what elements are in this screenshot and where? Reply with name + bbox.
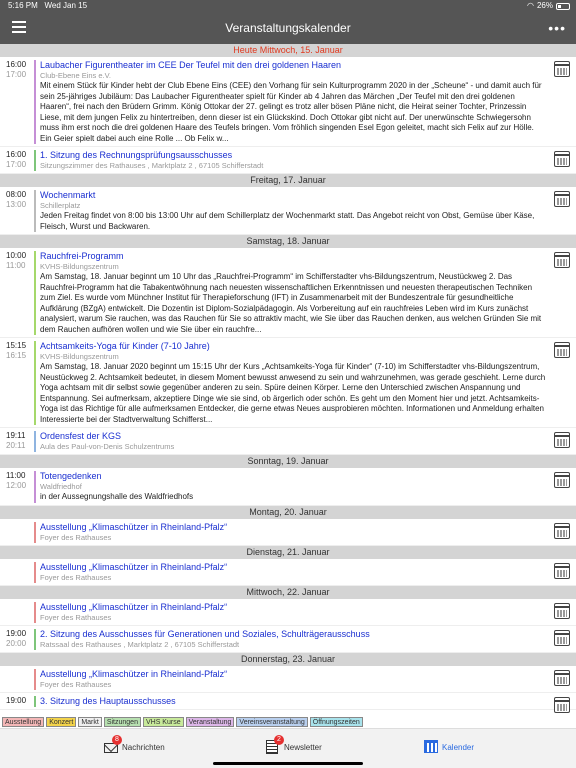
event-description: Mit einem Stück für Kinder hebt der Club Ebene Eins (CEE) den Vorhang für sein Kulturprogramm 2020 in der „Scheune“ - und damit auch für sein 25-jähriges Jubiläum: Das Laubacher Figurentheater spielt für Kinder ab 4 Jahren das Märchen „Der Teufel mit den drei goldenen Haaren“, frei nach den Brüdern Grimm. König Ottokar der 27. gelingt es trotz aller bösen Pläne nicht, die Heirat seiner Tochter, Prinzessin Liese, mit dem jungen Felix zu hintertreiben, denn dieser ist ein Glückskind. Doch Ottokar gibt nicht auf. Der unerwünschte Schwiegersohn muss ihm erst noch die drei goldenen Haare des Teufels bringen. Vom fröhlich singenden Esel Egon geleitet, macht sich Felix auf zur Hölle. Ein Geier spielt dabei auch eine Rolle ... Ob Felix w... xyxy=(40,81,542,143)
event-body xyxy=(34,669,546,690)
event-title[interactable]: Achtsamkeits-Yoga für Kinder (7-10 Jahre) xyxy=(40,341,210,351)
event-location: Ratssaal des Rathauses , Marktplatz 2 , 67105 Schifferstadt xyxy=(40,639,240,649)
event-body xyxy=(34,696,546,707)
event-start-time: 08:00 xyxy=(6,190,27,199)
event-body xyxy=(34,522,546,543)
day-header: Dienstag, 21. Januar xyxy=(0,546,576,559)
event-time xyxy=(6,431,34,451)
event-end-time: 20:11 xyxy=(6,441,26,450)
event-body xyxy=(34,341,546,425)
tab-newsletter-label: Newsletter xyxy=(284,742,322,752)
event-item[interactable] xyxy=(0,693,576,710)
event-title[interactable]: Laubacher Figurentheater im CEE Der Teufel mit den drei goldenen Haaren xyxy=(40,60,342,70)
event-start-time: 11:00 xyxy=(6,471,26,480)
add-to-calendar-icon[interactable] xyxy=(554,432,570,448)
event-title[interactable]: Totengedenken xyxy=(40,471,102,481)
legend-item-sitzungen[interactable]: Sitzungen xyxy=(104,717,141,727)
legend-item-oeffnung[interactable]: Öffnungszeiten xyxy=(310,717,363,727)
event-time xyxy=(6,471,34,491)
add-to-calendar-icon[interactable] xyxy=(554,472,570,488)
tab-bar xyxy=(0,728,576,768)
wifi-icon: ◠ xyxy=(527,1,534,10)
event-list[interactable] xyxy=(0,44,576,716)
event-location: Schillerplatz xyxy=(40,201,81,210)
add-to-calendar-icon[interactable] xyxy=(554,563,570,579)
event-time xyxy=(6,251,34,271)
event-title[interactable]: Rauchfrei-Programm xyxy=(40,251,124,261)
event-item[interactable] xyxy=(0,187,576,235)
event-body xyxy=(34,602,546,623)
tab-calendar[interactable] xyxy=(424,737,474,757)
newsletter-icon xyxy=(266,736,281,754)
event-item[interactable] xyxy=(0,147,576,174)
nav-bar xyxy=(0,12,576,44)
add-to-calendar-icon[interactable] xyxy=(554,697,570,713)
news-badge: 8 xyxy=(112,735,122,745)
event-body xyxy=(34,629,546,650)
event-location: Waldfriedhof xyxy=(40,482,82,491)
add-to-calendar-icon[interactable] xyxy=(554,670,570,686)
event-end-time: 13:00 xyxy=(6,200,27,209)
event-location: Sitzungszimmer des Rathauses , Marktplatz 2 , 67105 Schifferstadt xyxy=(40,161,264,170)
event-time xyxy=(6,150,34,170)
event-item[interactable] xyxy=(0,666,576,693)
event-body xyxy=(34,431,546,452)
event-start-time: 19:00 xyxy=(6,628,27,638)
day-header: Sonntag, 19. Januar xyxy=(0,455,576,468)
event-title[interactable]: 1. Sitzung des Rechnungsprüfungsausschusses xyxy=(40,150,233,160)
status-date: Wed Jan 15 xyxy=(44,1,88,10)
envelope-icon xyxy=(104,736,119,754)
event-title[interactable]: Ordensfest der KGS xyxy=(40,431,122,441)
event-description: Jeden Freitag findet von 8:00 bis 13:00 Uhr auf dem Schillerplatz der Wochenmarkt statt. Das Angebot reicht von Obst, Gemüse über Käse, Fleisch, Wurst und Backwaren. xyxy=(40,211,535,231)
event-end-time: 17:00 xyxy=(6,160,27,169)
day-header: Freitag, 17. Januar xyxy=(0,174,576,187)
add-to-calendar-icon[interactable] xyxy=(554,151,570,167)
day-header: Mittwoch, 22. Januar xyxy=(0,586,576,599)
event-title[interactable]: 3. Sitzung des Hauptausschusses xyxy=(40,695,176,706)
event-time xyxy=(6,341,34,361)
event-location: KVHS-Bildungszentrum xyxy=(40,352,119,361)
event-time xyxy=(6,696,34,706)
add-to-calendar-icon[interactable] xyxy=(554,342,570,358)
event-location: Foyer des Rathauses xyxy=(40,532,112,542)
add-to-calendar-icon[interactable] xyxy=(554,523,570,539)
event-title[interactable]: Ausstellung „Klimaschützer in Rheinland-Pfalz“ xyxy=(40,561,228,572)
battery-percent: 26% xyxy=(536,1,553,10)
event-item[interactable] xyxy=(0,57,576,147)
event-item[interactable] xyxy=(0,626,576,653)
event-end-time: 12:00 xyxy=(6,481,27,490)
event-location: Foyer des Rathauses xyxy=(40,612,112,622)
day-header: Samstag, 18. Januar xyxy=(0,235,576,248)
more-options-icon[interactable]: ••• xyxy=(548,20,566,36)
day-header: Montag, 20. Januar xyxy=(0,506,576,519)
page-title: Veranstaltungskalender xyxy=(225,21,351,35)
event-start-time: 15:15 xyxy=(6,341,27,350)
event-end-time: 17:00 xyxy=(6,70,27,79)
event-location: Foyer des Rathauses xyxy=(40,572,112,582)
status-bar xyxy=(0,0,576,12)
event-body xyxy=(34,150,546,171)
event-item[interactable] xyxy=(0,599,576,626)
event-body xyxy=(34,251,546,335)
day-header: Heute Mittwoch, 15. Januar xyxy=(0,44,576,57)
event-description: Am Samstag, 18. Januar beginnt um 10 Uhr das „Rauchfrei-Programm“ im Schifferstadter vhs-Bildungszentrum, Neustückweg 2. Das Rauchfrei-Programm hat die Tabakentwöhnung nach neuesten wissenschaftlichen Erkenntnissen und neuesten therapeutischen Techniken zum Ziel. Es wurde vom Münchner Institut für Therapieforschung (IFT) in Zusammenarbeit mit der Bundeszentrale für gesundheitliche Aufklärung (BZgA) entwickelt. Die Dozentin ist Diplom-Sozialpädagogin. Als Vorbereitung auf ein rauchfreies Leben wird im Kurs zunächst analysiert, warum Sie rauchen, was das Rauchen für Sie so attraktiv macht, wie Sie über das Rauchen denken, aus welchen Gründen Sie mit dem Rauchen aufhören wollen und wie Sie über ein rauchfre... xyxy=(40,272,542,334)
event-location: Aula des Paul-von-Denis Schulzentrums xyxy=(40,442,175,451)
status-time: 5:16 PM xyxy=(8,1,38,10)
event-time xyxy=(6,190,34,210)
status-right xyxy=(527,0,570,12)
event-body xyxy=(34,190,546,232)
event-item[interactable] xyxy=(0,338,576,428)
event-start-time: 16:00 xyxy=(6,60,27,69)
event-body xyxy=(34,471,546,503)
legend-item-verein[interactable]: Vereinsveranstaltung xyxy=(236,717,307,727)
add-to-calendar-icon[interactable] xyxy=(554,61,570,77)
event-title[interactable]: Ausstellung „Klimaschützer in Rheinland-Pfalz“ xyxy=(40,521,228,532)
event-body xyxy=(34,562,546,583)
status-time-date xyxy=(8,0,87,12)
event-item[interactable] xyxy=(0,468,576,506)
event-title[interactable]: 2. Sitzung des Ausschusses für Generationen und Soziales, Schulträgerausschuss xyxy=(40,628,370,639)
add-to-calendar-icon[interactable] xyxy=(554,252,570,268)
event-location: Club-Ebene Eins e.V. xyxy=(40,71,112,80)
event-end-time: 11:00 xyxy=(6,261,26,270)
event-end-time: 20:00 xyxy=(6,638,27,648)
add-to-calendar-icon[interactable] xyxy=(554,603,570,619)
event-start-time: 10:00 xyxy=(6,251,27,260)
event-end-time: 16:15 xyxy=(6,351,27,360)
event-location: Foyer des Rathauses xyxy=(40,679,112,689)
legend-item-markt[interactable]: Markt xyxy=(78,717,102,727)
event-description: Am Samstag, 18. Januar 2020 beginnt um 15:15 Uhr der Kurs „Achtsamkeits-Yoga für Kinder“ (7-10) im Schifferstadter vhs-Bildungszentrum, Neustückweg 2. Achtsamkeit bedeutet, in diesem Moment bewusst anwesend zu sein und wahrzunehmen, was gerade geschieht. Lerne durch Yoga achtsam mit dir selbst sowie gegenüber anderen zu sein. Spüre deinen Körper. Lerne den Unterschied zwischen Anspannung und Entspannung. Sei aufmerksam, akzeptiere Dinge wie sie sind, ob ärgerlich oder schön. Es geht um den Moment hier und jetzt. Achtsamkeits-Yoga ist das Richtige für alle aufmerksamen Entdecker, die gerne etwas Neues ausprobieren möchten. Informationen und Anmeldung erhalten Interessierte bei der Stadtverwaltung Schifferst... xyxy=(40,362,546,424)
event-body xyxy=(34,60,546,144)
event-time xyxy=(6,60,34,80)
category-legend xyxy=(0,716,576,728)
day-header: Donnerstag, 23. Januar xyxy=(0,653,576,666)
legend-item-konzert[interactable]: Konzert xyxy=(46,717,76,727)
tab-news-label: Nachrichten xyxy=(122,742,165,752)
event-item[interactable] xyxy=(0,519,576,546)
event-description: in der Aussegnungshalle des Waldfriedhofs xyxy=(40,492,194,501)
event-location: KVHS-Bildungszentrum xyxy=(40,262,119,271)
add-to-calendar-icon[interactable] xyxy=(554,630,570,646)
event-title[interactable]: Ausstellung „Klimaschützer in Rheinland-Pfalz“ xyxy=(40,668,228,679)
event-title[interactable]: Wochenmarkt xyxy=(40,190,96,200)
tab-news[interactable] xyxy=(104,737,165,757)
add-to-calendar-icon[interactable] xyxy=(554,191,570,207)
legend-item-veranstaltung[interactable]: Veranstaltung xyxy=(186,717,235,727)
calendar-icon xyxy=(424,740,438,754)
home-indicator[interactable] xyxy=(213,762,363,765)
tab-newsletter[interactable] xyxy=(266,737,322,757)
event-item[interactable] xyxy=(0,559,576,586)
event-start-time: 19:11 xyxy=(6,431,26,440)
legend-item-ausstellung[interactable]: Ausstellung xyxy=(2,717,44,727)
event-start-time: 16:00 xyxy=(6,150,27,159)
newsletter-badge: 2 xyxy=(274,735,284,745)
legend-item-vhs[interactable]: VHS Kurse xyxy=(143,717,184,727)
event-title[interactable]: Ausstellung „Klimaschützer in Rheinland-Pfalz“ xyxy=(40,601,228,612)
event-item[interactable] xyxy=(0,248,576,338)
event-time xyxy=(6,629,34,649)
battery-icon xyxy=(556,3,570,10)
tab-calendar-label: Kalender xyxy=(442,742,475,752)
event-start-time: 19:00 xyxy=(6,695,27,705)
event-item[interactable] xyxy=(0,428,576,455)
